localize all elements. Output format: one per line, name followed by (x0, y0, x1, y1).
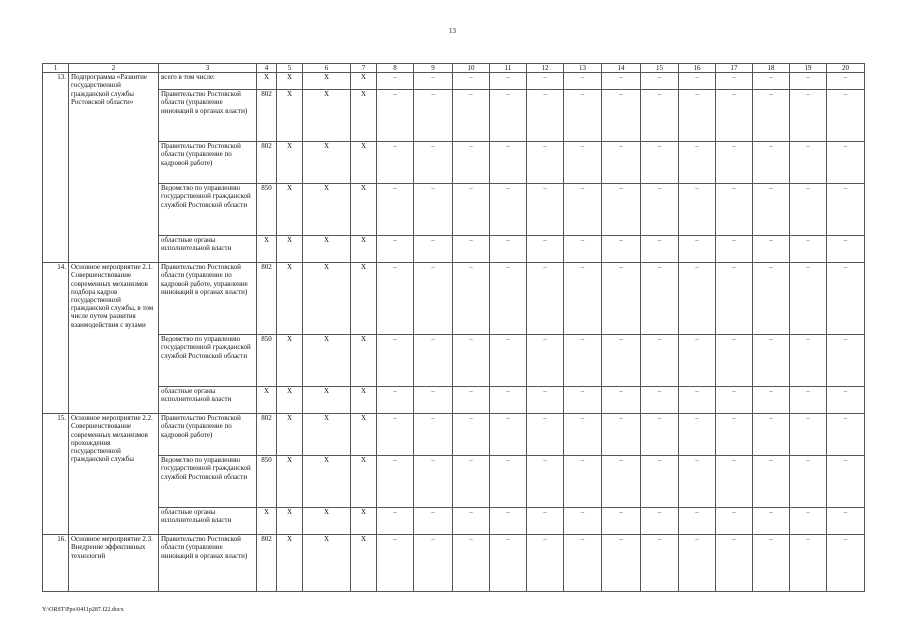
column-header: 12 (527, 64, 564, 73)
value-cell: – (679, 535, 716, 592)
code-cell: Х (277, 184, 303, 236)
value-cell: – (716, 142, 753, 184)
value-cell: – (490, 73, 527, 90)
value-cell: – (790, 508, 827, 535)
row-number: 16. (43, 535, 69, 592)
code-cell: Х (303, 535, 351, 592)
value-cell: – (641, 236, 679, 263)
value-cell: – (602, 508, 641, 535)
value-cell: – (490, 456, 527, 508)
value-cell: – (490, 184, 527, 236)
row-number: 13. (43, 73, 69, 263)
value-cell: – (753, 263, 790, 335)
value-cell: – (827, 73, 865, 90)
value-cell: – (377, 456, 414, 508)
code-cell: Х (351, 335, 377, 387)
executor-cell: Правительство Ростовской области (управление инноваций в органах власти) (159, 90, 257, 142)
code-cell: Х (277, 335, 303, 387)
value-cell: – (679, 508, 716, 535)
value-cell: – (790, 142, 827, 184)
code-cell: Х (351, 456, 377, 508)
value-cell: – (753, 414, 790, 456)
code-cell: Х (351, 508, 377, 535)
executor-cell: областные органы исполнительной власти (159, 236, 257, 263)
value-cell: – (641, 184, 679, 236)
program-name: Основное мероприятие 2.2. Совершенствование современных механизмов прохождения государственной гражданской службы (69, 414, 159, 535)
code-cell: Х (351, 90, 377, 142)
code-cell: Х (303, 263, 351, 335)
code-cell: Х (257, 508, 277, 535)
value-cell: – (679, 184, 716, 236)
code-cell: Х (303, 73, 351, 90)
value-cell: – (490, 236, 527, 263)
code-cell: 802 (257, 263, 277, 335)
executor-cell: Правительство Ростовской области (управление инноваций в органах власти) (159, 535, 257, 592)
code-cell: Х (351, 414, 377, 456)
column-header: 5 (277, 64, 303, 73)
value-cell: – (527, 335, 564, 387)
value-cell: – (527, 414, 564, 456)
value-cell: – (827, 184, 865, 236)
code-cell: Х (351, 73, 377, 90)
column-header: 7 (351, 64, 377, 73)
value-cell: – (641, 535, 679, 592)
value-cell: – (679, 236, 716, 263)
value-cell: – (827, 387, 865, 414)
value-cell: – (414, 335, 453, 387)
table-row (43, 535, 865, 592)
value-cell: – (490, 535, 527, 592)
value-cell: – (790, 387, 827, 414)
value-cell: – (602, 73, 641, 90)
value-cell: – (490, 90, 527, 142)
code-cell: Х (277, 263, 303, 335)
value-cell: – (790, 335, 827, 387)
value-cell: – (527, 535, 564, 592)
value-cell: – (414, 184, 453, 236)
value-cell: – (679, 263, 716, 335)
column-header: 1 (43, 64, 69, 73)
value-cell: – (790, 90, 827, 142)
value-cell: – (790, 263, 827, 335)
value-cell: – (414, 508, 453, 535)
value-cell: – (602, 387, 641, 414)
value-cell: – (527, 73, 564, 90)
value-cell: – (679, 90, 716, 142)
value-cell: – (564, 90, 602, 142)
table-row (43, 508, 865, 535)
executor-cell: Ведомство по управлению государственной гражданской службой Ростовской области (159, 335, 257, 387)
value-cell: – (602, 263, 641, 335)
value-cell: – (602, 456, 641, 508)
table-row (43, 90, 865, 142)
value-cell: – (827, 335, 865, 387)
value-cell: – (414, 535, 453, 592)
column-header: 20 (827, 64, 865, 73)
value-cell: – (716, 236, 753, 263)
code-cell: 802 (257, 142, 277, 184)
page-number: 13 (449, 27, 456, 35)
value-cell: – (564, 263, 602, 335)
column-header: 13 (564, 64, 602, 73)
code-cell: Х (277, 90, 303, 142)
value-cell: – (679, 387, 716, 414)
value-cell: – (641, 142, 679, 184)
code-cell: 802 (257, 414, 277, 456)
value-cell: – (790, 535, 827, 592)
code-cell: Х (303, 142, 351, 184)
code-cell: Х (303, 414, 351, 456)
row-number: 14. (43, 263, 69, 414)
value-cell: – (679, 142, 716, 184)
table-body (43, 73, 865, 592)
code-cell: Х (277, 73, 303, 90)
code-cell: Х (351, 142, 377, 184)
value-cell: – (827, 456, 865, 508)
value-cell: – (753, 535, 790, 592)
value-cell: – (602, 535, 641, 592)
value-cell: – (377, 184, 414, 236)
value-cell: – (527, 456, 564, 508)
value-cell: – (641, 90, 679, 142)
value-cell: – (414, 73, 453, 90)
value-cell: – (527, 387, 564, 414)
column-header: 4 (257, 64, 277, 73)
value-cell: – (564, 456, 602, 508)
value-cell: – (414, 90, 453, 142)
value-cell: – (527, 142, 564, 184)
value-cell: – (716, 456, 753, 508)
code-cell: Х (277, 142, 303, 184)
value-cell: – (377, 535, 414, 592)
executor-cell: Правительство Ростовской области (управление по кадровой работе, управление инноваций в органах власти) (159, 263, 257, 335)
column-header: 14 (602, 64, 641, 73)
column-header: 3 (159, 64, 257, 73)
executor-cell: областные органы исполнительной власти (159, 387, 257, 414)
value-cell: – (753, 508, 790, 535)
code-cell: Х (257, 236, 277, 263)
value-cell: – (716, 335, 753, 387)
code-cell: Х (277, 535, 303, 592)
code-cell: Х (277, 508, 303, 535)
code-cell: Х (257, 73, 277, 90)
value-cell: – (377, 142, 414, 184)
value-cell: – (490, 335, 527, 387)
value-cell: – (790, 236, 827, 263)
value-cell: – (679, 335, 716, 387)
column-header: 6 (303, 64, 351, 73)
value-cell: – (827, 535, 865, 592)
value-cell: – (453, 73, 490, 90)
value-cell: – (453, 263, 490, 335)
code-cell: Х (277, 236, 303, 263)
column-header: 17 (716, 64, 753, 73)
code-cell: Х (351, 263, 377, 335)
column-header: 8 (377, 64, 414, 73)
value-cell: – (453, 335, 490, 387)
value-cell: – (790, 456, 827, 508)
value-cell: – (453, 508, 490, 535)
value-cell: – (753, 456, 790, 508)
column-header: 18 (753, 64, 790, 73)
value-cell: – (527, 236, 564, 263)
column-header: 10 (453, 64, 490, 73)
executor-cell: областные органы исполнительной власти (159, 508, 257, 535)
value-cell: – (414, 263, 453, 335)
value-cell: – (377, 508, 414, 535)
executor-cell: Правительство Ростовской области (управление по кадровой работе) (159, 414, 257, 456)
value-cell: – (377, 73, 414, 90)
row-number: 15. (43, 414, 69, 535)
value-cell: – (641, 414, 679, 456)
value-cell: – (564, 508, 602, 535)
column-header: 9 (414, 64, 453, 73)
value-cell: – (602, 142, 641, 184)
value-cell: – (564, 142, 602, 184)
value-cell: – (716, 73, 753, 90)
value-cell: – (716, 263, 753, 335)
code-cell: Х (277, 456, 303, 508)
code-cell: Х (351, 535, 377, 592)
value-cell: – (490, 263, 527, 335)
value-cell: – (716, 90, 753, 142)
value-cell: – (453, 414, 490, 456)
code-cell: 802 (257, 90, 277, 142)
code-cell: Х (351, 387, 377, 414)
value-cell: – (564, 535, 602, 592)
value-cell: – (414, 142, 453, 184)
value-cell: – (377, 90, 414, 142)
value-cell: – (602, 414, 641, 456)
value-cell: – (414, 387, 453, 414)
value-cell: – (753, 142, 790, 184)
value-cell: – (716, 387, 753, 414)
value-cell: – (753, 387, 790, 414)
executor-cell: Ведомство по управлению государственной гражданской службой Ростовской области (159, 184, 257, 236)
value-cell: – (490, 508, 527, 535)
code-cell: 850 (257, 456, 277, 508)
code-cell: Х (303, 236, 351, 263)
value-cell: – (602, 335, 641, 387)
value-cell: – (490, 142, 527, 184)
code-cell: Х (303, 335, 351, 387)
column-header: 16 (679, 64, 716, 73)
column-header: 15 (641, 64, 679, 73)
value-cell: – (827, 236, 865, 263)
table-row (43, 184, 865, 236)
code-cell: Х (257, 387, 277, 414)
code-cell: Х (277, 414, 303, 456)
value-cell: – (377, 236, 414, 263)
value-cell: – (827, 90, 865, 142)
code-cell: Х (303, 90, 351, 142)
value-cell: – (453, 184, 490, 236)
value-cell: – (827, 142, 865, 184)
table-row (43, 335, 865, 387)
table-row (43, 456, 865, 508)
value-cell: – (377, 263, 414, 335)
value-cell: – (716, 414, 753, 456)
code-cell: Х (303, 508, 351, 535)
table-row (43, 142, 865, 184)
value-cell: – (602, 236, 641, 263)
value-cell: – (527, 263, 564, 335)
value-cell: – (827, 508, 865, 535)
table-row (43, 387, 865, 414)
value-cell: – (564, 73, 602, 90)
executor-cell: Ведомство по управлению государственной гражданской службой Ростовской области (159, 456, 257, 508)
value-cell: – (453, 90, 490, 142)
file-path-footer: Y:\ORST\Ppo\0411p287.f22.docx (42, 607, 124, 613)
program-name: Подпрограмма «Развитие государственной гражданской службы Ростовской области» (69, 73, 159, 263)
value-cell: – (564, 236, 602, 263)
code-cell: 850 (257, 184, 277, 236)
value-cell: – (641, 387, 679, 414)
table-header (43, 64, 865, 73)
value-cell: – (641, 456, 679, 508)
table-row (43, 414, 865, 456)
value-cell: – (716, 535, 753, 592)
code-cell: Х (351, 236, 377, 263)
value-cell: – (453, 456, 490, 508)
value-cell: – (753, 90, 790, 142)
executor-cell: Правительство Ростовской области (управление по кадровой работе) (159, 142, 257, 184)
value-cell: – (377, 335, 414, 387)
value-cell: – (453, 236, 490, 263)
value-cell: – (641, 73, 679, 90)
value-cell: – (790, 414, 827, 456)
table-row (43, 263, 865, 335)
value-cell: – (679, 414, 716, 456)
code-cell: 802 (257, 535, 277, 592)
value-cell: – (527, 184, 564, 236)
code-cell: Х (351, 184, 377, 236)
value-cell: – (827, 263, 865, 335)
value-cell: – (753, 184, 790, 236)
table-row (43, 73, 865, 90)
value-cell: – (414, 456, 453, 508)
value-cell: – (602, 184, 641, 236)
value-cell: – (790, 73, 827, 90)
value-cell: – (602, 90, 641, 142)
code-cell: Х (303, 184, 351, 236)
column-header: 11 (490, 64, 527, 73)
executor-cell: всего в том числе: (159, 73, 257, 90)
program-name: Основное мероприятие 2.3. Внедрение эффективных технологий (69, 535, 159, 592)
value-cell: – (753, 73, 790, 90)
code-cell: Х (277, 387, 303, 414)
value-cell: – (564, 184, 602, 236)
value-cell: – (716, 508, 753, 535)
column-header: 2 (69, 64, 159, 73)
value-cell: – (641, 335, 679, 387)
value-cell: – (453, 387, 490, 414)
code-cell: Х (303, 387, 351, 414)
value-cell: – (453, 535, 490, 592)
value-cell: – (679, 73, 716, 90)
value-cell: – (827, 414, 865, 456)
value-cell: – (564, 335, 602, 387)
code-cell: Х (303, 456, 351, 508)
value-cell: – (527, 90, 564, 142)
value-cell: – (753, 335, 790, 387)
program-name: Основное мероприятие 2.1. Совершенствование современных механизмов подбора кадров государственной гражданской службы, в том числе путем развития взаимодействия с вузами (69, 263, 159, 414)
value-cell: – (641, 508, 679, 535)
value-cell: – (679, 456, 716, 508)
value-cell: – (377, 414, 414, 456)
value-cell: – (564, 414, 602, 456)
value-cell: – (453, 142, 490, 184)
value-cell: – (414, 414, 453, 456)
value-cell: – (564, 387, 602, 414)
table-row (43, 236, 865, 263)
value-cell: – (377, 387, 414, 414)
value-cell: – (753, 236, 790, 263)
value-cell: – (641, 263, 679, 335)
value-cell: – (527, 508, 564, 535)
budget-table (42, 63, 865, 592)
value-cell: – (790, 184, 827, 236)
value-cell: – (414, 236, 453, 263)
column-header: 19 (790, 64, 827, 73)
value-cell: – (490, 414, 527, 456)
value-cell: – (716, 184, 753, 236)
value-cell: – (490, 387, 527, 414)
code-cell: 850 (257, 335, 277, 387)
